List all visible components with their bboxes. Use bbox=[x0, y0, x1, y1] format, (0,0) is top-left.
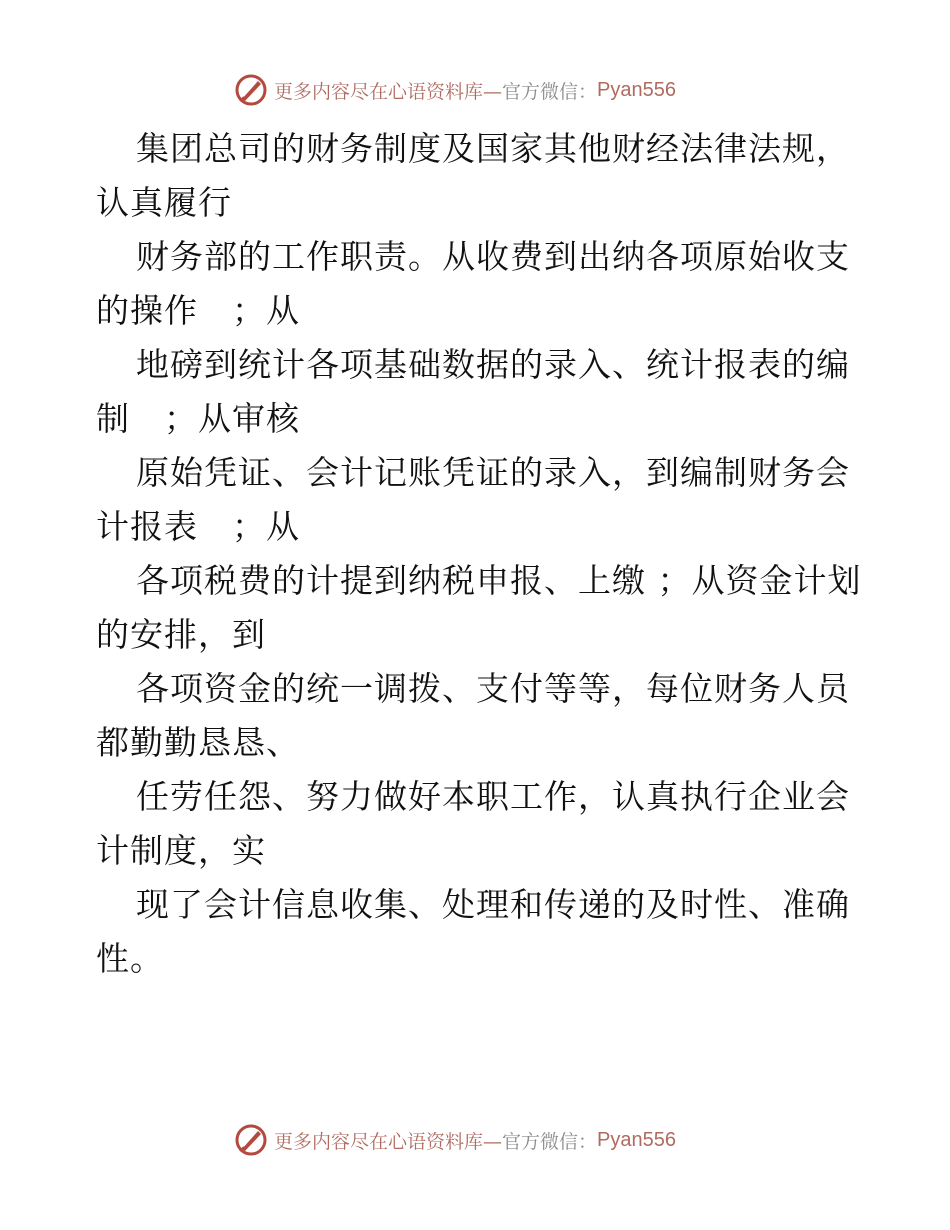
body-line: 各项资金的统一调拨、支付等等，每位财务人员 bbox=[136, 669, 850, 708]
body-line: 集团总司的财务制度及国家其他财经法律法规， bbox=[136, 129, 850, 168]
footer-wechat-id: Pyan556 bbox=[597, 1128, 676, 1151]
body-line: 计报表 ；从 bbox=[96, 507, 300, 546]
header-wechat-label: 官方微信： bbox=[502, 80, 598, 103]
header-wechat-id: Pyan556 bbox=[597, 78, 676, 101]
header-banner bbox=[234, 72, 676, 108]
quill-logo-icon bbox=[234, 1123, 268, 1157]
body-line: 各项税费的计提到纳税申报、上缴 ；从资金计划 bbox=[136, 561, 862, 600]
body-line: 制 ；从审核 bbox=[96, 399, 300, 438]
body-line: 财务部的工作职责。从收费到出纳各项原始收支 bbox=[136, 237, 850, 276]
body-line: 任劳任怨、努力做好本职工作，认真执行企业会 bbox=[136, 777, 850, 816]
body-line: 现了会计信息收集、处理和传递的及时性、准确 bbox=[136, 885, 850, 924]
body-line: 地磅到统计各项基础数据的录入、统计报表的编 bbox=[136, 345, 850, 384]
body-line: 的操作 ；从 bbox=[96, 291, 300, 330]
document-body bbox=[96, 122, 862, 986]
body-line: 计制度，实 bbox=[96, 831, 266, 870]
footer-banner bbox=[234, 1122, 676, 1158]
body-line: 性。 bbox=[96, 939, 164, 978]
body-line: 原始凭证、会计记账凭证的录入，到编制财务会 bbox=[136, 453, 850, 492]
footer-banner-text: 更多内容尽在心语资料库— bbox=[274, 1130, 503, 1153]
body-line: 都勤勤恳恳、 bbox=[96, 723, 300, 762]
body-line: 的安排，到 bbox=[96, 615, 266, 654]
header-banner-text: 更多内容尽在心语资料库— bbox=[274, 80, 503, 103]
body-line: 认真履行 bbox=[96, 183, 232, 222]
quill-logo-icon bbox=[234, 73, 268, 107]
footer-wechat-label: 官方微信： bbox=[502, 1130, 598, 1153]
